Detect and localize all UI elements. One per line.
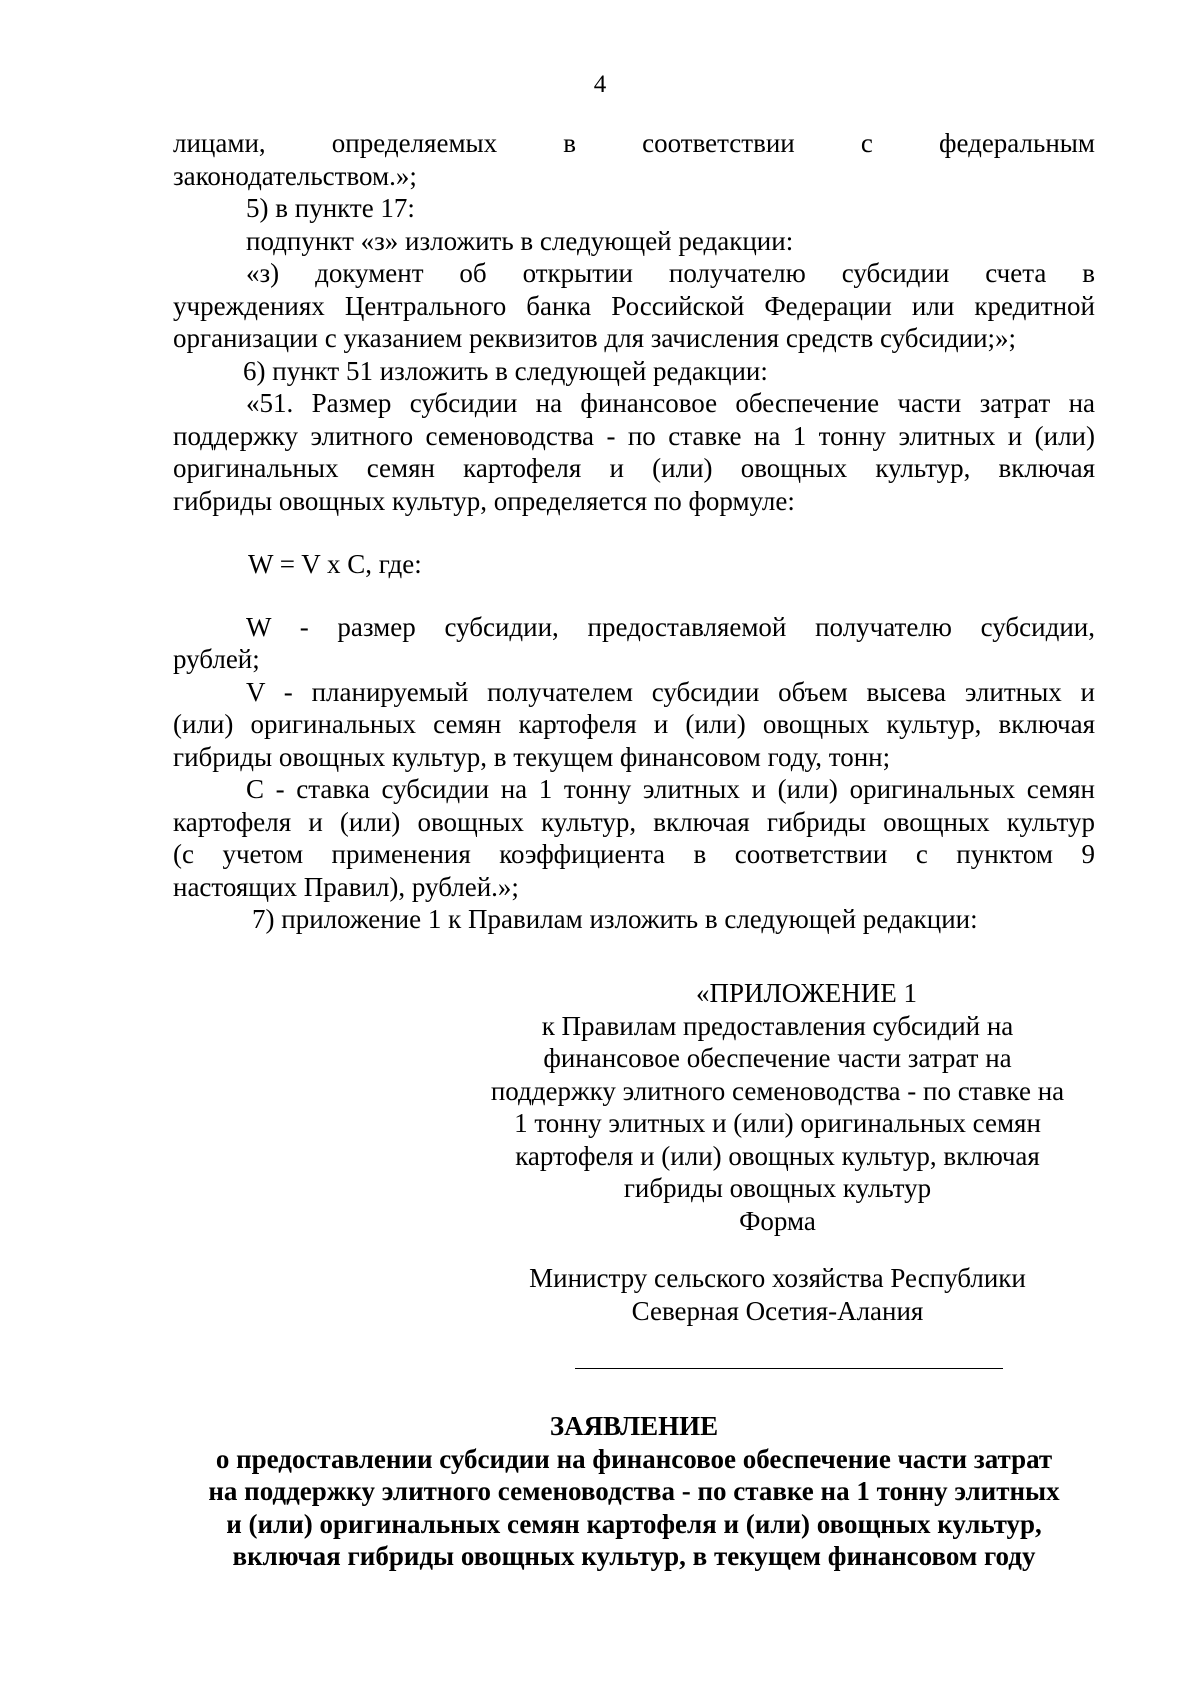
statement-line: включая гибриды овощных культур, в текущем финансовом году [232, 1541, 1036, 1571]
appendix-line: к Правилам предоставления субсидий на [541, 1010, 1014, 1041]
statement-heading [173, 1410, 1095, 1573]
body-line: настоящих Правил), рублей.»; [173, 871, 519, 902]
formula: W = V x C, где: [248, 549, 422, 579]
statement-line: и (или) оригинальных семян картофеля и (или) овощных культур, [226, 1508, 1042, 1539]
addressee [460, 1262, 1095, 1327]
body-line: законодательством.»; [173, 160, 417, 191]
appendix-line: поддержку элитного семеноводства - по ставке на [490, 1075, 1065, 1106]
body-line: 6) пункт 51 изложить в следующей редакции: [243, 355, 768, 386]
appendix-line: финансовое обеспечение части затрат на [543, 1043, 1012, 1073]
body-line: подпункт «з» изложить в следующей редакции: [246, 225, 794, 256]
body-line: гибриды овощных культур, в текущем финансовом году, тонн; [173, 741, 891, 772]
appendix-title: «ПРИЛОЖЕНИЕ 1 [695, 978, 918, 1008]
body-line: V - планируемый получателем субсидии объем высева элитных и [246, 676, 1095, 707]
blank-signature-line [575, 1368, 1003, 1369]
body-line: C - ставка субсидии на 1 тонну элитных и (или) оригинальных семян [246, 774, 1095, 804]
appendix-line: 1 тонну элитных и (или) оригинальных семян [514, 1108, 1041, 1138]
body-line: «з) документ об открытии получателю субсидии счета в [246, 258, 1095, 288]
appendix-line: картофеля и (или) овощных культур, включая [515, 1140, 1040, 1171]
addressee-line: Северная Осетия-Алания [631, 1295, 924, 1326]
statement-title: ЗАЯВЛЕНИЕ [549, 1411, 719, 1441]
body-line: гибриды овощных культур, определяется по формуле: [173, 485, 795, 516]
body-line: 7) приложение 1 к Правилам изложить в следующей редакции: [252, 904, 978, 934]
body-line: лицами, определяемых в соответствии с федеральным [173, 128, 1095, 158]
body-line: (с учетом применения коэффициента в соответствии с пунктом 9 [173, 839, 1095, 869]
body-line: организации с указанием реквизитов для зачисления средств субсидии;»; [173, 323, 1017, 353]
document-body [173, 127, 1095, 936]
body-line: поддержку элитного семеноводства - по ставке на 1 тонну элитных и (или) [173, 420, 1095, 451]
statement-line: о предоставлении субсидии на финансовое обеспечение части затрат [215, 1443, 1053, 1474]
form-label: Форма [739, 1205, 816, 1236]
body-line: картофеля и (или) овощных культур, включая гибриды овощных культур [173, 806, 1095, 837]
page-number: 4 [593, 71, 607, 98]
body-line: учреждениях Центрального банка Российской Федерации или кредитной [173, 290, 1095, 321]
body-line: W - размер субсидии, предоставляемой получателю субсидии, [246, 611, 1095, 642]
addressee-line: Министру сельского хозяйства Республики [529, 1263, 1026, 1293]
statement-line: на поддержку элитного семеноводства - по ставке на 1 тонну элитных [208, 1476, 1060, 1506]
body-line: оригинальных семян картофеля и (или) овощных культур, включая [173, 453, 1095, 483]
body-line: 5) в пункте 17: [246, 193, 415, 223]
appendix-line: гибриды овощных культур [623, 1173, 932, 1203]
appendix-header [460, 977, 1095, 1237]
body-line: (или) оригинальных семян картофеля и (или) овощных культур, включая [173, 709, 1095, 739]
body-line: «51. Размер субсидии на финансовое обеспечение части затрат на [246, 388, 1095, 418]
body-line: рублей; [173, 644, 260, 674]
